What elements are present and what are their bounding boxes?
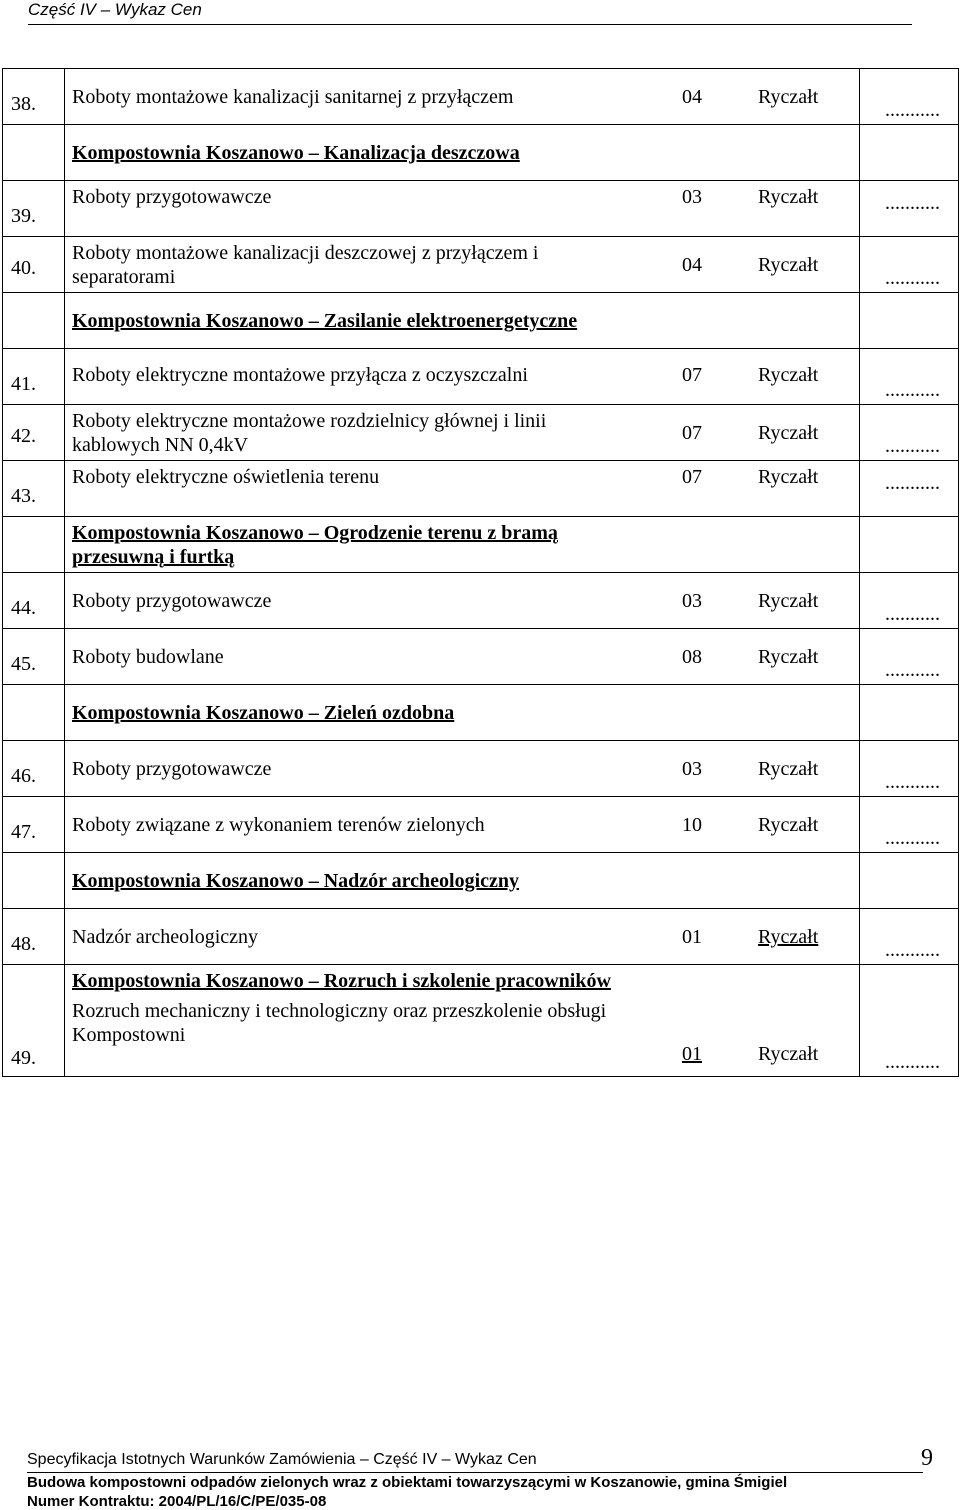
item-unit: Ryczałt xyxy=(758,253,819,276)
row-number: 38. xyxy=(11,92,36,115)
section-heading: Kompostownia Koszanowo – Kanalizacja deszczowa xyxy=(72,141,520,164)
footer-contract: Numer Kontraktu: 2004/PL/16/C/PE/035-08 xyxy=(27,1493,327,1510)
item-price: ........... xyxy=(885,99,940,121)
item-description: Roboty montażowe kanalizacji deszczowej z przyłączem i separatorami xyxy=(72,241,539,288)
row-number: 45. xyxy=(11,652,36,675)
item-price: ........... xyxy=(885,1051,940,1073)
item-price: ........... xyxy=(885,472,940,494)
footer-spec-title: Specyfikacja Istotnych Warunków Zamówienia – Część IV – Wykaz Cen xyxy=(27,1451,537,1468)
table-row xyxy=(3,69,959,125)
item-quantity: 01 xyxy=(682,926,702,948)
row-number: 48. xyxy=(11,932,36,955)
page-number: 9 xyxy=(921,1445,933,1471)
item-price: ........... xyxy=(885,379,940,401)
item-quantity: 07 xyxy=(682,364,702,386)
row-number: 47. xyxy=(11,820,36,843)
item-unit: Ryczałt xyxy=(758,758,819,780)
table-row xyxy=(3,405,959,461)
item-price: ........... xyxy=(885,659,940,681)
table-row xyxy=(3,629,959,685)
item-description: Roboty montażowe kanalizacji sanitarnej z przyłączem xyxy=(72,86,514,108)
item-description: Rozruch mechaniczny i technologiczny oraz przeszkolenie obsługi Kompostowni xyxy=(72,1000,607,1046)
item-description: Roboty elektryczne montażowe rozdzielnicy głównej i linii kablowych NN 0,4kV xyxy=(72,409,547,456)
item-price: ........... xyxy=(885,435,940,457)
item-quantity: 03 xyxy=(682,758,702,780)
price-table xyxy=(2,68,959,1077)
item-quantity: 04 xyxy=(682,86,702,108)
header-title: Część IV – Wykaz Cen xyxy=(28,0,202,19)
item-unit: Ryczałt xyxy=(758,186,819,208)
table-row xyxy=(3,685,959,741)
item-description: Roboty związane z wykonaniem terenów zielonych xyxy=(72,814,485,836)
table-row xyxy=(3,909,959,965)
item-unit: Ryczałt xyxy=(758,814,819,836)
item-unit: Ryczałt xyxy=(758,926,819,948)
row-number: 49. xyxy=(11,1047,36,1069)
item-description: Roboty przygotowawcze xyxy=(72,590,272,612)
item-description: Roboty przygotowawcze xyxy=(72,758,272,780)
table-row xyxy=(3,349,959,405)
item-price: ........... xyxy=(885,267,940,289)
table-row xyxy=(3,853,959,909)
item-unit: Ryczałt xyxy=(758,364,819,386)
item-quantity: 10 xyxy=(682,814,702,836)
row-number: 43. xyxy=(11,484,36,507)
section-heading: Kompostownia Koszanowo – Ogrodzenie terenu z bramą przesuwną i furtką xyxy=(72,521,558,568)
item-unit: Ryczałt xyxy=(758,86,819,108)
item-unit: Ryczałt xyxy=(758,421,819,444)
table-row xyxy=(3,181,959,237)
section-heading: Kompostownia Koszanowo – Nadzór archeologiczny xyxy=(72,869,520,892)
row-number: 42. xyxy=(11,424,36,447)
row-number: 44. xyxy=(11,596,36,619)
item-description: Roboty elektryczne oświetlenia terenu xyxy=(72,466,380,488)
item-price: ........... xyxy=(885,603,940,625)
item-description: Roboty budowlane xyxy=(72,646,224,668)
table-row xyxy=(3,573,959,629)
item-quantity: 04 xyxy=(682,253,702,276)
table-row xyxy=(3,461,959,517)
item-unit: Ryczałt xyxy=(758,646,819,668)
item-quantity: 03 xyxy=(682,186,702,208)
item-description: Roboty przygotowawcze xyxy=(72,186,272,208)
item-price: ........... xyxy=(885,771,940,793)
item-price: ........... xyxy=(885,939,940,961)
section-heading: Kompostownia Koszanowo – Rozruch i szkolenie pracowników xyxy=(72,970,611,992)
table-row xyxy=(3,517,959,573)
row-number: 46. xyxy=(11,764,36,787)
item-quantity: 03 xyxy=(682,590,702,612)
section-heading: Kompostownia Koszanowo – Zieleń ozdobna xyxy=(72,701,455,724)
table-row xyxy=(3,965,959,1077)
item-price: ........... xyxy=(885,827,940,849)
table-row xyxy=(3,741,959,797)
item-unit: Ryczałt xyxy=(758,1043,819,1065)
item-quantity: 07 xyxy=(682,466,702,488)
section-heading: Kompostownia Koszanowo – Zasilanie elektroenergetyczne xyxy=(72,309,578,332)
table-row xyxy=(3,125,959,181)
item-description: Roboty elektryczne montażowe przyłącza z oczyszczalni xyxy=(72,364,528,386)
footer-divider xyxy=(27,1472,923,1473)
item-quantity: 01 xyxy=(682,1043,702,1065)
table-row xyxy=(3,797,959,853)
table-row xyxy=(3,237,959,293)
row-number: 41. xyxy=(11,372,36,395)
footer-project: Budowa kompostowni odpadów zielonych wraz z obiektami towarzyszącymi w Koszanowie, gmina Śmigiel xyxy=(27,1474,788,1491)
row-number: 39. xyxy=(11,204,36,227)
item-quantity: 07 xyxy=(682,421,702,444)
item-price: ........... xyxy=(885,192,940,214)
table-row xyxy=(3,293,959,349)
item-unit: Ryczałt xyxy=(758,590,819,612)
item-description: Nadzór archeologiczny xyxy=(72,926,259,948)
page-header xyxy=(28,0,912,25)
item-unit: Ryczałt xyxy=(758,466,819,488)
item-quantity: 08 xyxy=(682,646,702,668)
row-number: 40. xyxy=(11,256,36,279)
